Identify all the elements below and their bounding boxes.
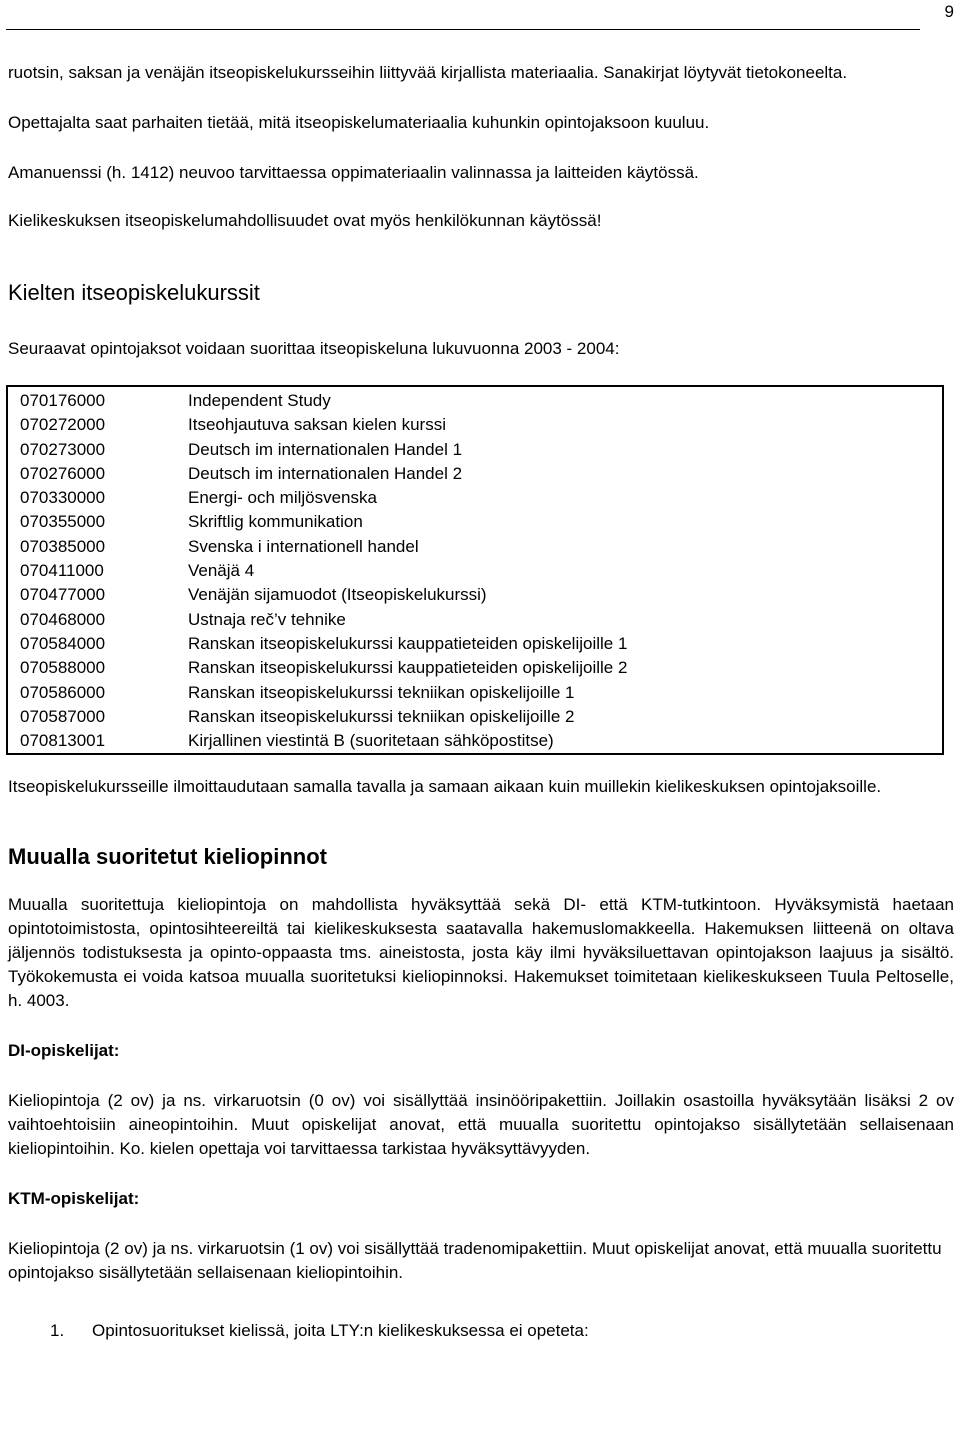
course-code: 070272000: [20, 415, 106, 435]
course-code: 070587000: [20, 706, 106, 726]
course-code: 070586000: [20, 682, 106, 702]
course-name: Itseohjautuva saksan kielen kurssi: [188, 415, 446, 435]
course-name: Skriftlig kommunikation: [188, 512, 363, 532]
course-code: 070588000: [20, 658, 106, 678]
course-name: Venäjä 4: [188, 561, 255, 581]
ktm-students-body: Kieliopintoja (2 ov) ja ns. virkaruotsin (1 ov) voi sisällyttää tradenomipakettiin. Muut opiskelijat anovat, että muualla suoritettu opintojakso sisällytetään sellaisenaan kieliopintoihin.: [8, 1239, 942, 1283]
course-code: 070813001: [20, 731, 106, 751]
course-name: Kirjallinen viestintä B (suoritetaan sähköpostitse): [188, 731, 554, 751]
course-name: Independent Study: [188, 391, 331, 410]
course-row: [20, 656, 942, 680]
ktm-students-heading: KTM-opiskelijat:: [8, 1189, 140, 1209]
course-code: 070276000: [20, 463, 106, 483]
course-row: [20, 608, 942, 632]
list-item-text: Opintosuoritukset kielissä, joita LTY:n kielikeskuksessa ei opeteta:: [92, 1321, 589, 1341]
course-name: Ranskan itseopiskelukurssi tekniikan opiskelijoille 1: [188, 682, 575, 702]
course-row: [20, 535, 942, 559]
course-code: 070330000: [20, 488, 106, 508]
di-students-heading: DI-opiskelijat:: [8, 1041, 120, 1061]
course-row: [20, 632, 942, 656]
course-name: Ustnaja reč’v tehnike: [188, 609, 346, 629]
course-code: 070584000: [20, 633, 106, 653]
course-row: [20, 729, 942, 753]
course-name: Venäjän sijamuodot (Itseopiskelukurssi): [188, 585, 487, 605]
course-code: 070176000: [20, 391, 106, 410]
course-row: [20, 681, 942, 705]
enrollment-note: Itseopiskelukursseille ilmoittaudutaan samalla tavalla ja samaan aikaan kuin muillekin kielikeskuksen opintojaksoille.: [8, 777, 882, 797]
course-code: 070468000: [20, 609, 106, 629]
course-row: [20, 413, 942, 437]
external-studies-body: Muualla suoritettuja kieliopintoja on mahdollista hyväksyttää sekä DI- että KTM-tutkintoon. Hyväksymistä haetaan opintotoimistosta, opintosihteereiltä tai kielikeskuksesta saatavalla hakemuslomakkeella. Hakemuksen liitteenä on oltava jäljennös todistuksesta ja opinto-oppaasta tms. aineistosta, josta käy ilmi hyväksiluettavan opintojakson laajuus ja sisältö. Työkokemusta ei voida katsoa muualla suoritetuksi kieliopinnoksi. Hakemukset toimitetaan kielikeskukseen Tuula Peltoselle, h. 4003.: [8, 895, 954, 1011]
course-row: [20, 486, 942, 510]
course-code: 070355000: [20, 512, 106, 532]
course-name: Deutsch im internationalen Handel 2: [188, 463, 463, 483]
course-name: Ranskan itseopiskelukurssi kauppatieteiden opiskelijoille 2: [188, 658, 628, 678]
paragraph-amanuensis: Amanuenssi (h. 1412) neuvoo tarvittaessa oppimateriaalin valinnassa ja laitteiden käytössä.: [8, 163, 699, 182]
self-study-intro: Seuraavat opintojaksot voidaan suorittaa itseopiskeluna lukuvuonna 2003 - 2004:: [8, 339, 620, 358]
list-item-number: 1.: [50, 1321, 65, 1341]
course-row: [20, 438, 942, 462]
course-code: 070477000: [20, 585, 106, 605]
course-table: [6, 385, 944, 755]
course-code: 070273000: [20, 439, 106, 459]
course-row: [20, 462, 942, 486]
course-name: Ranskan itseopiskelukurssi kauppatieteiden opiskelijoille 1: [188, 633, 628, 653]
header-rule: [6, 29, 920, 30]
section-title-external-studies: Muualla suoritetut kieliopinnot: [8, 844, 327, 870]
page-number: 9: [944, 2, 954, 21]
course-row: [20, 583, 942, 607]
course-row: [20, 389, 942, 413]
course-row: [20, 705, 942, 729]
course-code: 070385000: [20, 536, 106, 556]
paragraph-staff: Kielikeskuksen itseopiskelumahdollisuudet ovat myös henkilökunnan käytössä!: [8, 211, 602, 230]
course-row: [20, 559, 942, 583]
di-students-body: Kieliopintoja (2 ov) ja ns. virkaruotsin (0 ov) voi sisällyttää insinööripakettiin. Joillakin osastoilla hyväksytään lisäksi 2 ov vaihtoehtoisiin aineopintoihin. Muut opiskelijat anovat, että muualla suoritettu opintojakso sisällytetään sellaisenaan kieliopintoihin. Ko. kielen opettaja voi tarvittaessa tarkistaa hyväksyttävyyden.: [8, 1091, 954, 1159]
course-name: Ranskan itseopiskelukurssi tekniikan opiskelijoille 2: [188, 706, 575, 726]
section-title-self-study: Kielten itseopiskelukurssit: [8, 280, 260, 305]
course-row: [20, 510, 942, 534]
page-content: [8, 61, 954, 1343]
course-name: Deutsch im internationalen Handel 1: [188, 439, 463, 459]
paragraph-teacher: Opettajalta saat parhaiten tietää, mitä itseopiskelumateriaalia kuhunkin opintojaksoon kuuluu.: [8, 113, 710, 132]
paragraph-materials: ruotsin, saksan ja venäjän itseopiskelukursseihin liittyvää kirjallista materiaalia. Sanakirjat löytyvät tietokoneelta.: [8, 63, 848, 82]
course-name: Svenska i internationell handel: [188, 536, 419, 556]
course-code: 070411000: [20, 561, 104, 581]
list-item: [8, 1319, 954, 1343]
course-name: Energi- och miljösvenska: [188, 488, 377, 508]
